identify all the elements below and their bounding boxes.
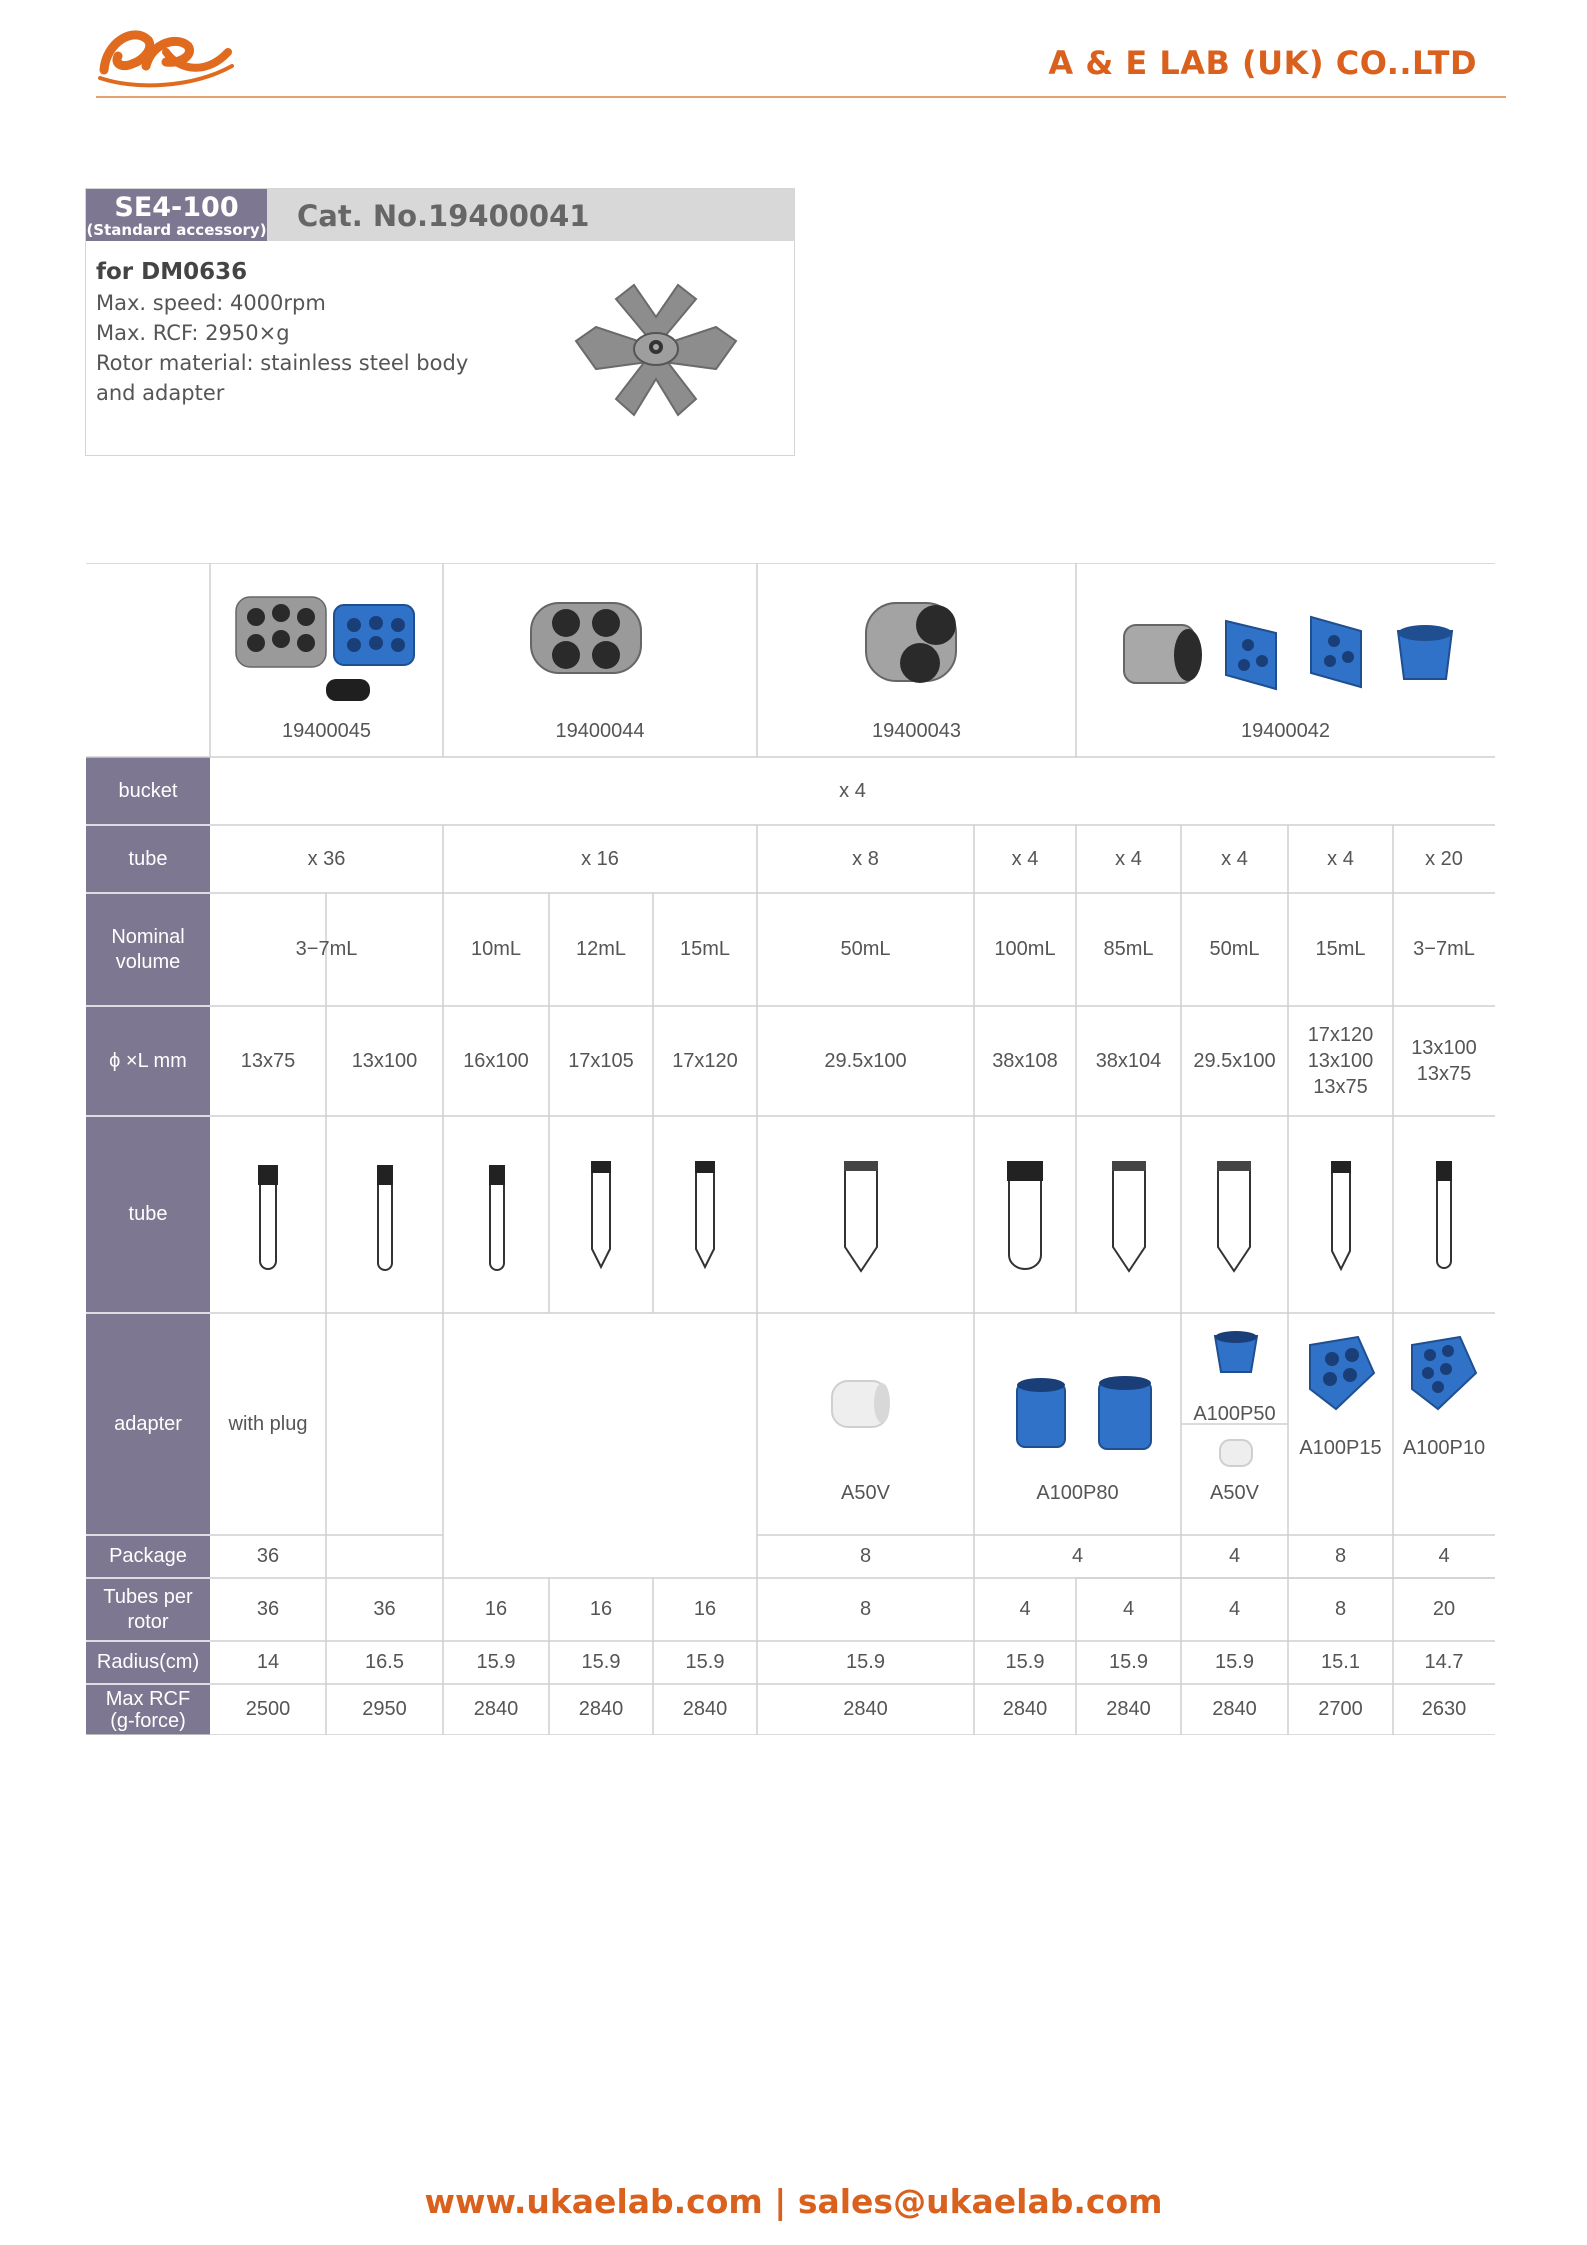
tubes-per-rotor-value: 36 (256, 1598, 280, 1620)
nominal-volume: 15mL (679, 938, 731, 960)
rotor-accessory-note: (Standard accessory) (86, 221, 267, 239)
cat-number-19400043: 19400043 (872, 719, 961, 742)
tube-count: x 20 (1425, 847, 1463, 870)
tube-dimension: 17x120 13x100 13x75 (1307, 1024, 1374, 1098)
max-rcf-value: 2840 (1106, 1698, 1151, 1720)
adapter-a100p80: A100P80 (1036, 1481, 1119, 1504)
tube-count: x 4 (1327, 847, 1354, 870)
radius-value: 16.5 (365, 1651, 404, 1673)
tube-count: x 16 (581, 847, 619, 870)
tubes-per-rotor-value: 16 (484, 1598, 508, 1620)
max-rcf-value: 2840 (843, 1698, 888, 1720)
cat-number-19400044: 19400044 (555, 719, 645, 742)
rotor-spec-material: Rotor material: stainless steel body (96, 351, 469, 375)
row-label-dimensions: ϕ ×L mm (109, 1049, 187, 1072)
nominal-volume: 3−7mL (1413, 938, 1475, 960)
radius-value: 15.9 (581, 1651, 621, 1673)
row-label-package: Package (109, 1545, 187, 1567)
tube-count: x 4 (1221, 847, 1248, 870)
nominal-volume: 50mL (1209, 938, 1260, 960)
max-rcf-value: 2840 (1002, 1698, 1048, 1720)
rotor-cat-number: Cat. No.19400041 (297, 199, 590, 233)
rotor-spec-speed: Max. speed: 4000rpm (96, 291, 326, 315)
tubes-per-rotor-value: 36 (373, 1598, 396, 1620)
adapter-a100p15: A100P15 (1299, 1436, 1382, 1459)
max-rcf-value: 2500 (245, 1698, 291, 1720)
tube-dimension: 38x108 (992, 1049, 1058, 1072)
radius-value: 15.1 (1321, 1651, 1360, 1673)
tube-dimension: 29.5x100 (824, 1049, 907, 1072)
tube-dimension: 17x120 (672, 1049, 738, 1072)
tube-dimension: 13x100 13x75 (1411, 1037, 1477, 1085)
bucket-count: x 4 (839, 779, 866, 802)
rotor-cat-bar (267, 189, 794, 241)
radius-value: 15.9 (1109, 1651, 1148, 1673)
max-rcf-value: 2630 (1421, 1698, 1467, 1720)
adapter-with-plug: with plug (228, 1412, 308, 1435)
radius-value: 15.9 (685, 1651, 725, 1673)
package-value: 8 (859, 1545, 872, 1567)
max-rcf-value: 2840 (1212, 1698, 1257, 1720)
row-label-tube: tube (128, 847, 168, 870)
tubes-per-rotor-value: 8 (859, 1598, 872, 1620)
radius-value: 14 (256, 1651, 280, 1673)
adapter-a50v-2: A50V (1210, 1481, 1259, 1504)
radius-value: 14.7 (1424, 1651, 1464, 1673)
adapter-a50v: A50V (841, 1481, 890, 1504)
cat-number-19400045: 19400045 (282, 719, 371, 742)
nominal-volume: 12mL (575, 938, 627, 960)
row-label-nominal-volume: Nominal volume (111, 925, 185, 973)
radius-value: 15.9 (1005, 1651, 1045, 1673)
rotor-info-box (85, 188, 795, 456)
package-value: 4 (1228, 1545, 1241, 1567)
header-divider (96, 96, 1506, 98)
max-rcf-value: 2700 (1318, 1698, 1363, 1720)
max-rcf-value: 2840 (578, 1698, 624, 1720)
row-label-adapter: adapter (114, 1412, 182, 1435)
rotor-spec-material-cont: and adapter (96, 381, 225, 405)
tube-dimension: 38x104 (1095, 1049, 1162, 1072)
tube-count: x 36 (307, 847, 346, 870)
row-label-bucket: bucket (118, 779, 178, 802)
rotor-model-tag (86, 189, 267, 241)
tube-dimension: 17x105 (568, 1049, 634, 1072)
ae-logo-icon (96, 12, 236, 90)
nominal-volume: 10mL (470, 938, 522, 960)
package-value: 4 (1438, 1545, 1450, 1567)
cat-number-19400042: 19400042 (1241, 719, 1330, 742)
radius-value: 15.9 (846, 1651, 885, 1673)
nominal-volume: 15mL (1315, 938, 1366, 960)
tubes-per-rotor-value: 4 (1122, 1598, 1135, 1620)
max-rcf-value: 2950 (362, 1698, 407, 1720)
swing-rotor-icon (556, 269, 756, 429)
max-rcf-value: 2840 (473, 1698, 519, 1720)
package-value: 36 (256, 1545, 280, 1567)
row-label-radius: Radius(cm) (96, 1651, 200, 1673)
tubes-per-rotor-value: 16 (589, 1598, 613, 1620)
rotor-spec-rcf: Max. RCF: 2950×g (96, 321, 290, 345)
tube-dimension: 13x100 (351, 1049, 418, 1072)
adapter-a100p10: A100P10 (1402, 1436, 1486, 1459)
tube-count: x 4 (1115, 847, 1142, 870)
tube-count: x 8 (852, 847, 879, 870)
package-value: 8 (1334, 1545, 1347, 1567)
tube-count: x 4 (1011, 847, 1039, 870)
nominal-volume: 50mL (840, 938, 891, 960)
rotor-model: SE4-100 (114, 192, 239, 223)
adapter-a100p50: A100P50 (1193, 1402, 1276, 1425)
package-value: 4 (1071, 1545, 1084, 1567)
nominal-volume: 85mL (1103, 938, 1154, 960)
tube-dimension: 16x100 (463, 1049, 529, 1072)
nominal-volume: 100mL (994, 938, 1056, 960)
tubes-per-rotor-value: 20 (1432, 1598, 1456, 1620)
tubes-per-rotor-value: 8 (1334, 1598, 1347, 1620)
max-rcf-value: 2840 (682, 1698, 728, 1720)
tubes-per-rotor-value: 16 (693, 1598, 717, 1620)
radius-value: 15.9 (1215, 1651, 1254, 1673)
nominal-volume: 3−7mL (295, 938, 358, 960)
tubes-per-rotor-value: 4 (1019, 1598, 1031, 1620)
rotor-compatibility: for DM0636 (96, 259, 248, 285)
footer-contact: www.ukaelab.com | sales@ukaelab.com (424, 2182, 1163, 2221)
radius-value: 15.9 (476, 1651, 516, 1673)
company-name: A & E LAB (UK) CO..LTD (1048, 44, 1477, 82)
spec-table (86, 563, 1495, 1735)
tubes-per-rotor-value: 4 (1228, 1598, 1241, 1620)
row-label-tube-image: tube (128, 1203, 168, 1225)
tube-dimension: 29.5x100 (1193, 1049, 1276, 1072)
row-label-tubes-per-rotor: Tubes per rotor (103, 1585, 193, 1633)
tube-dimension: 13x75 (240, 1049, 296, 1072)
row-label-max-rcf: Max RCF (g-force) (105, 1687, 191, 1732)
